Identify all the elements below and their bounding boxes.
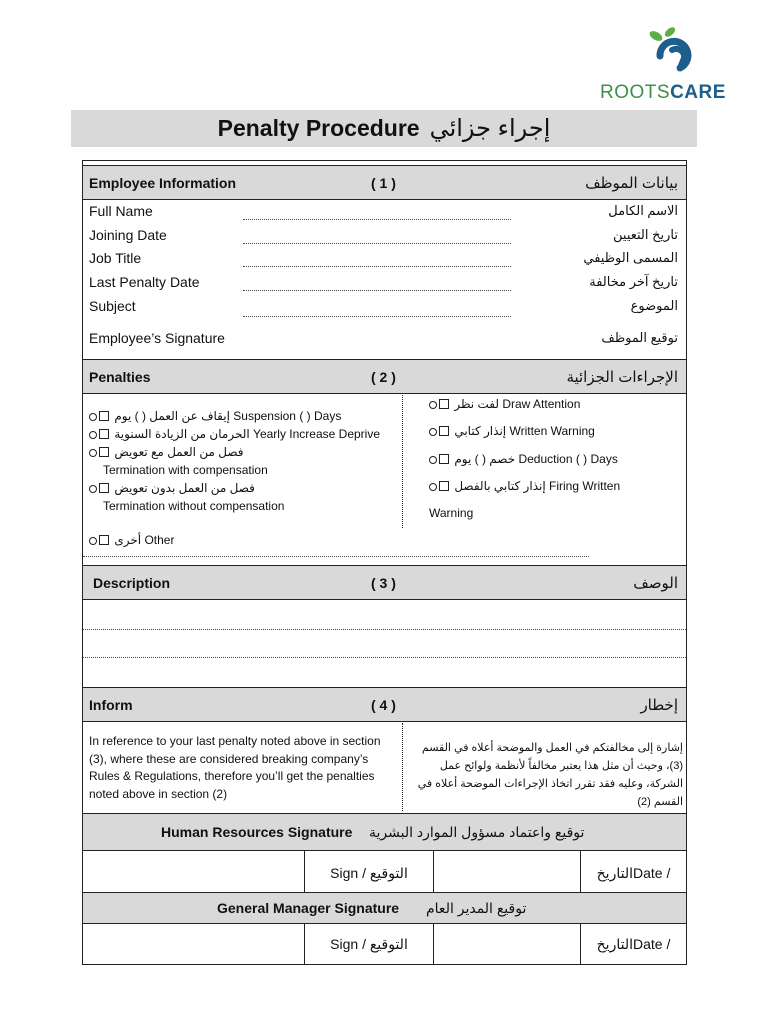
section-2-title: Penalties bbox=[89, 369, 151, 385]
penalty-label: Deduction ( ) Days bbox=[518, 452, 618, 466]
rootscare-logo bbox=[600, 26, 740, 106]
penalty-termination-no-comp bbox=[89, 481, 255, 495]
penalty-label-ar: فصل من العمل مع تعويض bbox=[114, 445, 244, 459]
section-4-number: ( 4 ) bbox=[371, 697, 396, 713]
field-label: Last Penalty Date bbox=[89, 274, 200, 290]
checkbox[interactable] bbox=[439, 481, 449, 491]
field-label-ar: تاريخ التعيين bbox=[613, 227, 678, 242]
inform-text-english: In reference to your last penalty noted above in section (3), where these are considered breaking company’s Rules & Regulations, therefore you’ll get the penalties noted above in section (2) bbox=[89, 734, 381, 801]
radio-icon[interactable] bbox=[89, 485, 97, 493]
penalty-label-ar: إنذار كتابي بالفصل bbox=[454, 479, 546, 493]
penalty-label-ar: إنذار كتابي bbox=[454, 424, 507, 438]
field-job-title bbox=[83, 250, 686, 274]
description-line-2[interactable] bbox=[83, 657, 686, 658]
penalty-label-ar: الحرمان من الزيادة السنوية bbox=[114, 427, 250, 441]
field-label: Subject bbox=[89, 298, 136, 314]
gm-date-label[interactable]: التاريخDate / bbox=[596, 935, 671, 952]
section-3-title-ar: الوصف bbox=[633, 575, 678, 592]
penalty-suspension bbox=[89, 409, 341, 423]
hr-signature-row bbox=[83, 851, 686, 895]
inform-text-arabic: إشارة إلى مخالفتكم في العمل والموضحة أعلاه في القسم (3)، وحيث أن مثل هذا يعتبر مخالفاً لأنظمة ولوائح عمل الشركة، وعليه فقد تقرر اتخاذ الإجراءات الموضحة أعلاه في القسم (2) bbox=[417, 742, 683, 808]
section-3-title: Description bbox=[93, 575, 171, 591]
field-label-ar: الاسم الكامل bbox=[608, 203, 678, 218]
radio-icon[interactable] bbox=[429, 456, 437, 464]
penalty-draw-attention bbox=[429, 397, 580, 411]
section-3-header bbox=[83, 565, 686, 600]
checkbox[interactable] bbox=[439, 454, 449, 464]
field-label-ar: الموضوع bbox=[630, 298, 678, 313]
gm-sign-cell[interactable] bbox=[434, 924, 581, 964]
penalty-label: Firing Written bbox=[549, 479, 621, 493]
section-4-title: Inform bbox=[89, 697, 133, 713]
field-label: Joining Date bbox=[89, 227, 167, 243]
gm-name-cell[interactable] bbox=[83, 924, 305, 964]
hr-signature-title-ar: توقيع واعتماد مسؤول الموارد البشرية bbox=[369, 824, 585, 840]
gm-signature-title-ar: توقيع المدير العام bbox=[426, 900, 527, 916]
hr-date-label[interactable]: التاريخDate / bbox=[596, 864, 671, 881]
form-frame bbox=[82, 160, 687, 965]
radio-icon[interactable] bbox=[89, 537, 97, 545]
field-label: Full Name bbox=[89, 203, 153, 219]
checkbox[interactable] bbox=[439, 426, 449, 436]
field-label-ar: تاريخ آخر مخالفة bbox=[589, 274, 678, 289]
field-line[interactable] bbox=[243, 316, 511, 317]
penalty-label-ar: أخرى bbox=[114, 533, 142, 547]
section-1-number: ( 1 ) bbox=[371, 175, 396, 191]
checkbox[interactable] bbox=[99, 411, 109, 421]
section-4-header bbox=[83, 687, 686, 722]
field-label-ar: توقيع الموظف bbox=[601, 330, 678, 345]
penalty-label: Draw Attention bbox=[502, 397, 581, 411]
field-line[interactable] bbox=[243, 290, 511, 291]
penalty-termination-comp bbox=[89, 445, 243, 459]
section-2-number: ( 2 ) bbox=[371, 369, 396, 385]
title-english: Penalty Procedure bbox=[217, 115, 420, 141]
gm-signature-title: General Manager Signature bbox=[217, 900, 400, 916]
hr-sign-cell[interactable] bbox=[434, 851, 581, 895]
penalties-bottom-line bbox=[83, 556, 589, 557]
gm-signature-row bbox=[83, 924, 686, 964]
field-line[interactable] bbox=[243, 219, 511, 220]
checkbox[interactable] bbox=[99, 483, 109, 493]
section-3-number: ( 3 ) bbox=[371, 575, 396, 591]
field-full-name bbox=[83, 203, 686, 227]
radio-icon[interactable] bbox=[89, 449, 97, 457]
section-2-title-ar: الإجراءات الجزائية bbox=[566, 369, 678, 386]
field-last-penalty-date bbox=[83, 274, 686, 298]
radio-icon[interactable] bbox=[89, 431, 97, 439]
description-line-1[interactable] bbox=[83, 629, 686, 630]
inform-divider bbox=[402, 723, 403, 811]
penalty-label-ar: لفت نظر bbox=[454, 397, 499, 411]
field-label-ar: المسمى الوظيفي bbox=[583, 250, 678, 265]
penalty-label: Written Warning bbox=[509, 424, 595, 438]
radio-icon[interactable] bbox=[89, 413, 97, 421]
section-2-header bbox=[83, 359, 686, 394]
section-4-title-ar: إخطار bbox=[640, 697, 678, 714]
field-label: Employee’s Signature bbox=[89, 330, 225, 346]
logo-text: ROOTSCARE bbox=[600, 82, 726, 103]
checkbox[interactable] bbox=[99, 447, 109, 457]
section-1-header bbox=[83, 165, 686, 200]
penalties-divider bbox=[402, 395, 403, 528]
gm-sign-label: Sign / التوقيع bbox=[305, 924, 434, 964]
gm-signature-header bbox=[83, 892, 686, 924]
hr-name-cell[interactable] bbox=[83, 851, 305, 895]
field-label: Job Title bbox=[89, 250, 142, 266]
penalty-label: Other bbox=[144, 533, 175, 547]
field-line[interactable] bbox=[243, 243, 511, 244]
penalty-firing-warning bbox=[429, 479, 620, 493]
section-1-title-ar: بيانات الموظف bbox=[585, 175, 678, 192]
checkbox[interactable] bbox=[439, 399, 449, 409]
penalty-label-ar: فصل من العمل بدون تعويض bbox=[114, 481, 255, 495]
checkbox[interactable] bbox=[99, 535, 109, 545]
hr-sign-label: Sign / التوقيع bbox=[305, 851, 434, 895]
penalty-written-warning bbox=[429, 424, 595, 438]
penalty-label: Yearly Increase Deprive bbox=[253, 427, 381, 441]
logo-icon bbox=[600, 26, 740, 82]
field-subject bbox=[83, 298, 686, 322]
penalty-deduction bbox=[429, 452, 618, 466]
penalty-label-ar: إيقاف عن العمل ( ) يوم bbox=[114, 409, 230, 423]
field-joining-date bbox=[83, 227, 686, 251]
hr-signature-title: Human Resources Signature bbox=[161, 824, 353, 840]
penalty-label: Termination with compensation bbox=[103, 463, 268, 477]
penalty-label-ar: خصم ( ) يوم bbox=[454, 452, 516, 466]
radio-icon[interactable] bbox=[429, 401, 437, 409]
radio-icon[interactable] bbox=[429, 483, 437, 491]
penalty-label: Termination without compensation bbox=[103, 499, 285, 513]
radio-icon[interactable] bbox=[429, 428, 437, 436]
field-employee-signature bbox=[83, 330, 686, 354]
penalty-label: Suspension ( ) Days bbox=[233, 409, 342, 423]
field-line[interactable] bbox=[243, 266, 511, 267]
penalty-yearly-increase bbox=[89, 427, 380, 441]
title-bar bbox=[71, 110, 697, 147]
checkbox[interactable] bbox=[99, 429, 109, 439]
hr-signature-header bbox=[83, 813, 686, 851]
title-arabic: إجراء جزائي bbox=[429, 115, 551, 142]
penalty-other bbox=[89, 533, 174, 547]
penalty-label: Warning bbox=[429, 506, 474, 520]
section-1-title: Employee Information bbox=[89, 175, 237, 191]
